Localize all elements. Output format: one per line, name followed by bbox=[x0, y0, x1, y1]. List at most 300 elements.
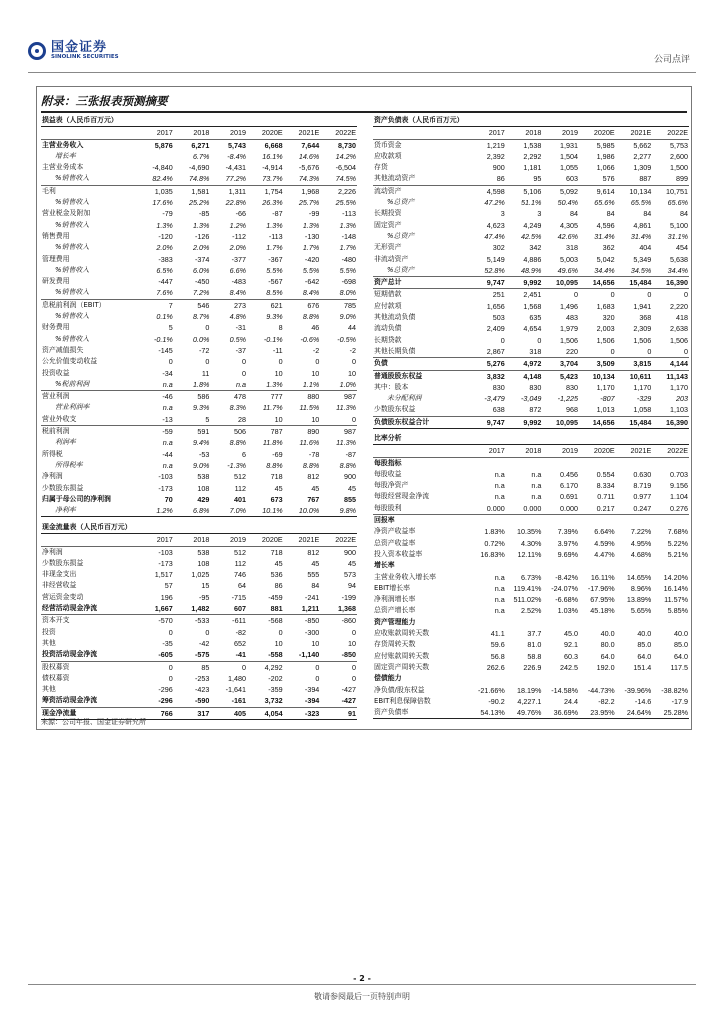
table-cell: -202 bbox=[268, 673, 283, 683]
table-cell: 65.6% bbox=[594, 198, 615, 208]
table-row bbox=[373, 220, 689, 231]
table-row bbox=[41, 276, 357, 287]
year-header: 2019 bbox=[210, 127, 247, 139]
table-cell: 37.7 bbox=[527, 629, 542, 639]
table-cell: 11.57% bbox=[664, 595, 688, 605]
table-cell: 1,025 bbox=[191, 570, 210, 580]
row-label: 归属于母公司的净利润 bbox=[42, 494, 111, 503]
table-cell: 5,100 bbox=[670, 220, 688, 230]
table-row bbox=[373, 242, 689, 253]
row-label: 筹资活动现金净流 bbox=[42, 696, 98, 705]
table-cell: 64 bbox=[238, 581, 247, 591]
table-cell: 9,614 bbox=[579, 185, 616, 197]
table-cell: 4.8% bbox=[229, 312, 247, 322]
table-row bbox=[41, 185, 357, 197]
table-cell: 10,751 bbox=[652, 185, 689, 197]
table-cell bbox=[137, 151, 174, 162]
table-cell: -173 bbox=[158, 483, 173, 493]
table-cell: 0.000 bbox=[486, 503, 505, 513]
table-cell: 91 bbox=[320, 707, 357, 719]
row-label: %销售收入 bbox=[55, 220, 90, 229]
table-cell: n.a bbox=[531, 481, 542, 491]
table-row bbox=[373, 277, 689, 289]
table-cell: 4,249 bbox=[523, 220, 542, 230]
table-row bbox=[41, 173, 357, 185]
year-header-row bbox=[41, 534, 357, 546]
document-type: 公司点评 bbox=[653, 55, 690, 65]
table-cell: 7.39% bbox=[557, 527, 579, 537]
table-cell bbox=[542, 673, 579, 684]
table-cell: 1,506 bbox=[596, 335, 615, 345]
table-row bbox=[41, 231, 357, 242]
table-cell: 56.8 bbox=[490, 651, 505, 661]
table-cell: -161 bbox=[231, 696, 247, 706]
table-row bbox=[41, 254, 357, 265]
table-row bbox=[41, 638, 357, 649]
table-cell: 1.1% bbox=[302, 379, 320, 389]
year-header: 2020E bbox=[247, 534, 284, 546]
table-cell: 718 bbox=[270, 547, 283, 557]
table-cell: 0 bbox=[168, 627, 173, 637]
section-title: 损益表（人民币百万元） bbox=[41, 115, 357, 127]
table-cell: 538 bbox=[197, 472, 210, 482]
table-cell: 47.4% bbox=[484, 231, 505, 241]
table-cell: 3,704 bbox=[542, 358, 579, 370]
year-header: 2022E bbox=[320, 127, 357, 139]
table-row bbox=[373, 503, 689, 515]
row-label: %销售收入 bbox=[55, 265, 90, 274]
row-label: 营业税金及附加 bbox=[42, 209, 91, 218]
row-label: 流动资产 bbox=[373, 185, 469, 197]
table-cell: 1,968 bbox=[284, 185, 321, 197]
table-row bbox=[373, 572, 689, 583]
table-cell: 5,276 bbox=[469, 358, 506, 370]
row-label: %销售收入 bbox=[55, 174, 90, 183]
year-header: 2022E bbox=[652, 127, 689, 139]
table-cell: 1,170 bbox=[633, 382, 652, 392]
section-title: 现金流量表（人民币百万元） bbox=[41, 522, 357, 534]
table-cell bbox=[616, 515, 653, 527]
table-cell: 0.456 bbox=[560, 469, 579, 479]
table-row bbox=[41, 345, 357, 356]
table-cell: 25.5% bbox=[335, 198, 356, 208]
table-cell: -126 bbox=[195, 231, 210, 241]
table-cell: 6.0% bbox=[193, 265, 210, 275]
company-logo bbox=[28, 41, 119, 61]
table-cell: 64.0 bbox=[637, 651, 652, 661]
table-cell: 0.554 bbox=[596, 469, 615, 479]
table-cell: 9.8% bbox=[320, 505, 357, 517]
table-cell: 1,931 bbox=[560, 140, 579, 150]
table-cell bbox=[469, 617, 506, 628]
table-cell: -21.66% bbox=[477, 685, 505, 695]
table-cell: 3 bbox=[500, 209, 505, 219]
table-cell: 11.6% bbox=[299, 438, 320, 448]
table-cell: 4,054 bbox=[247, 707, 284, 719]
table-cell: -329 bbox=[636, 394, 652, 404]
table-cell: 16.14% bbox=[663, 583, 688, 593]
row-label: 应收款项 bbox=[374, 151, 402, 160]
table-cell: -78 bbox=[308, 449, 320, 459]
table-cell: 621 bbox=[247, 299, 284, 311]
table-cell: 603 bbox=[566, 174, 579, 184]
table-cell: 0.5% bbox=[229, 334, 247, 344]
table-cell: 57 bbox=[164, 581, 173, 591]
table-cell: 546 bbox=[174, 299, 211, 311]
year-header-row bbox=[373, 445, 689, 457]
table-cell: 576 bbox=[602, 174, 615, 184]
table-cell: 8,730 bbox=[338, 140, 356, 150]
table-cell: -296 bbox=[158, 696, 173, 706]
table-row bbox=[41, 322, 357, 333]
table-cell: 318 bbox=[529, 346, 542, 356]
table-cell: 9.0% bbox=[193, 460, 210, 470]
table-cell: 86 bbox=[496, 174, 505, 184]
table-cell bbox=[542, 515, 579, 527]
table-row bbox=[41, 546, 357, 558]
table-row bbox=[373, 151, 689, 162]
table-cell: 673 bbox=[270, 494, 283, 504]
table-row bbox=[41, 265, 357, 276]
row-label: 资本开支 bbox=[41, 615, 137, 627]
table-cell: -860 bbox=[320, 615, 357, 627]
table-cell: 0 bbox=[652, 289, 689, 301]
table-row bbox=[373, 628, 689, 639]
table-cell: -44 bbox=[162, 449, 173, 459]
table-cell: 8.7% bbox=[193, 312, 210, 322]
table-cell: 52.8% bbox=[484, 265, 505, 275]
row-label: 利润率 bbox=[55, 438, 76, 447]
table-cell: 8.4% bbox=[229, 288, 247, 298]
table-cell: 1,683 bbox=[596, 301, 615, 311]
table-cell: 9,747 bbox=[469, 277, 506, 289]
table-cell: 555 bbox=[307, 570, 320, 580]
row-label: 总资产收益率 bbox=[374, 538, 416, 547]
row-label: 其他 bbox=[42, 685, 56, 694]
table-cell: -38.82% bbox=[661, 685, 688, 695]
table-cell: 112 bbox=[234, 483, 247, 493]
table-cell: -300 bbox=[304, 627, 320, 637]
table-cell: 5,985 bbox=[596, 140, 615, 150]
table-cell: 220 bbox=[566, 346, 579, 356]
table-cell: 92.1 bbox=[564, 640, 579, 650]
table-cell bbox=[616, 560, 653, 571]
table-cell: -41 bbox=[235, 650, 247, 660]
table-cell: 0.703 bbox=[670, 469, 688, 479]
row-label: 其中：股本 bbox=[374, 382, 409, 391]
row-label: 资产减值损失 bbox=[42, 345, 84, 354]
table-cell: -82 bbox=[235, 627, 247, 637]
table-cell: 1,500 bbox=[670, 163, 688, 173]
table-row bbox=[373, 346, 689, 358]
table-row bbox=[373, 549, 689, 560]
row-label: 净利率 bbox=[41, 505, 137, 517]
table-cell: 2,226 bbox=[320, 185, 357, 197]
table-cell: 10 bbox=[274, 638, 283, 648]
table-cell: 10,095 bbox=[542, 277, 579, 289]
table-cell: 2.0% bbox=[229, 243, 247, 253]
table-cell: 70 bbox=[164, 494, 173, 504]
table-cell: 5,106 bbox=[506, 185, 543, 197]
table-cell: 855 bbox=[344, 494, 356, 504]
table-cell bbox=[616, 673, 653, 684]
table-cell: 362 bbox=[602, 243, 615, 253]
table-cell: 14.20% bbox=[663, 572, 688, 582]
table-cell: -113 bbox=[268, 231, 283, 241]
row-label: 每股指标 bbox=[373, 457, 469, 469]
table-cell: -253 bbox=[195, 673, 210, 683]
row-label: 公允价值变动收益 bbox=[42, 357, 98, 366]
table-cell: 0 bbox=[610, 346, 615, 356]
row-label: 非流动资产 bbox=[374, 254, 409, 263]
row-label: 无形资产 bbox=[374, 243, 402, 252]
table-cell: 2,600 bbox=[670, 151, 688, 161]
row-label: %销售收入 bbox=[55, 312, 90, 321]
table-row bbox=[373, 382, 689, 393]
table-cell: 10 bbox=[311, 414, 320, 424]
table-cell: 11.8% bbox=[262, 438, 283, 448]
table-cell: 1,368 bbox=[338, 604, 356, 614]
table-cell: n.a bbox=[162, 379, 173, 389]
table-cell: -1,641 bbox=[225, 685, 247, 695]
table-cell: 15 bbox=[201, 581, 210, 591]
table-row bbox=[373, 707, 689, 719]
table-cell: -3,479 bbox=[484, 394, 505, 404]
row-label: 固定资产周转天数 bbox=[374, 662, 430, 671]
table-cell: 5.85% bbox=[667, 606, 688, 616]
table-cell: 1,496 bbox=[560, 301, 579, 311]
row-label: 现金净流量 bbox=[41, 707, 137, 719]
table-cell: 4,144 bbox=[652, 358, 689, 370]
row-label: 每股股利 bbox=[374, 503, 402, 512]
table-cell: 6.7% bbox=[193, 151, 210, 161]
table-cell: 1,941 bbox=[633, 301, 652, 311]
row-label: 债权募资 bbox=[42, 673, 70, 682]
row-label: 其他流动资产 bbox=[374, 174, 416, 183]
table-cell: 0 bbox=[205, 323, 210, 333]
appendix-title: 附录：三张报表预测摘要 bbox=[41, 94, 168, 108]
table-cell: 40.0 bbox=[637, 629, 652, 639]
table-cell: 74.8% bbox=[189, 174, 210, 184]
table-cell: 13.89% bbox=[626, 595, 652, 605]
table-cell: -1,225 bbox=[557, 394, 579, 404]
table-row bbox=[41, 139, 357, 151]
table-cell: 1,667 bbox=[154, 604, 173, 614]
table-cell: -850 bbox=[284, 615, 321, 627]
row-label: 投资 bbox=[42, 627, 56, 636]
table-cell bbox=[506, 673, 543, 684]
table-cell: 8.0% bbox=[339, 288, 356, 298]
table-cell: 638 bbox=[492, 405, 505, 415]
table-cell: 5.22% bbox=[667, 538, 688, 548]
table-cell: 84 bbox=[311, 581, 320, 591]
table-cell: -605 bbox=[158, 650, 173, 660]
table-cell: -44.73% bbox=[587, 685, 615, 695]
table-cell: 10,134 bbox=[616, 185, 653, 197]
table-cell: n.a bbox=[162, 403, 173, 413]
table-cell: 10.35% bbox=[517, 527, 542, 537]
table-cell: -79 bbox=[162, 209, 173, 219]
table-cell: 1,517 bbox=[154, 570, 173, 580]
table-row bbox=[41, 615, 357, 627]
row-label: %总资产 bbox=[387, 231, 415, 240]
section-title: 资产负债表（人民币百万元） bbox=[373, 115, 689, 127]
table-cell: 9.4% bbox=[193, 438, 210, 448]
table-cell: 1,181 bbox=[523, 163, 542, 173]
year-header: 2018 bbox=[506, 445, 543, 457]
table-cell: 9.3% bbox=[266, 312, 283, 322]
table-cell: 10,095 bbox=[542, 416, 579, 428]
table-row bbox=[373, 416, 689, 428]
table-cell: 54.13% bbox=[469, 707, 506, 719]
table-cell: 0 bbox=[684, 346, 688, 356]
table-cell: -95 bbox=[199, 592, 210, 602]
table-row bbox=[41, 379, 357, 391]
table-cell: 0.1% bbox=[156, 312, 173, 322]
row-label: 净利润 bbox=[42, 472, 63, 481]
table-cell: -394 bbox=[304, 696, 320, 706]
table-cell: 3 bbox=[537, 209, 542, 219]
table-cell: 511.02% bbox=[513, 595, 542, 605]
table-cell: -377 bbox=[231, 254, 247, 264]
table-cell: 987 bbox=[320, 391, 357, 403]
table-cell: 1,013 bbox=[596, 405, 615, 415]
table-cell: 36.69% bbox=[542, 707, 579, 719]
table-cell: 1.2% bbox=[229, 220, 247, 230]
table-cell: 676 bbox=[284, 299, 321, 311]
table-cell: 812 bbox=[307, 547, 320, 557]
row-label: 主营业务成本 bbox=[42, 163, 84, 172]
table-cell: 1.7% bbox=[339, 243, 356, 253]
table-cell: 8.334 bbox=[596, 481, 615, 491]
table-cell: 45 bbox=[274, 483, 283, 493]
table-cell: 8.8% bbox=[266, 460, 283, 470]
row-label: %销售收入 bbox=[55, 243, 90, 252]
table-cell: 8.8% bbox=[302, 460, 320, 470]
table-cell: -394 bbox=[304, 685, 320, 695]
table-cell: 59.6 bbox=[490, 640, 505, 650]
year-header: 2019 bbox=[210, 534, 247, 546]
table-cell: -6,504 bbox=[335, 163, 356, 173]
table-cell: -296 bbox=[158, 685, 173, 695]
table-cell: 3,832 bbox=[469, 370, 506, 382]
row-label: 净利润增长率 bbox=[374, 595, 416, 604]
table-cell: 18.19% bbox=[517, 685, 542, 695]
table-cell bbox=[542, 457, 579, 469]
row-label: 经营活动现金净流 bbox=[42, 604, 98, 613]
table-cell: -145 bbox=[158, 345, 173, 355]
table-cell bbox=[579, 673, 616, 684]
table-row bbox=[41, 426, 357, 438]
year-header: 2021E bbox=[284, 534, 321, 546]
table-cell: 1.3% bbox=[156, 220, 173, 230]
table-row bbox=[41, 151, 357, 162]
table-cell: 0.72% bbox=[484, 538, 505, 548]
table-cell: -383 bbox=[158, 254, 173, 264]
table-cell: 0.630 bbox=[633, 469, 652, 479]
table-cell: -575 bbox=[195, 650, 210, 660]
table-row bbox=[373, 289, 689, 301]
table-cell: 342 bbox=[529, 243, 542, 253]
table-cell: 4,596 bbox=[596, 220, 615, 230]
table-cell: 17.6% bbox=[152, 198, 173, 208]
table-cell bbox=[652, 457, 689, 469]
row-label: 应付款项 bbox=[374, 301, 402, 310]
table-cell: 73.7% bbox=[262, 174, 283, 184]
table-cell: 1,482 bbox=[191, 604, 210, 614]
table-cell bbox=[579, 560, 616, 571]
table-cell: 15,484 bbox=[616, 277, 653, 289]
table-cell: 25.28% bbox=[652, 707, 689, 719]
table-cell: 6.6% bbox=[229, 265, 247, 275]
table-row bbox=[373, 231, 689, 242]
table-cell: 7.0% bbox=[210, 505, 247, 517]
table-row bbox=[41, 649, 357, 661]
row-label: %销售收入 bbox=[55, 334, 90, 343]
table-cell: 1,103 bbox=[670, 405, 688, 415]
table-cell: 881 bbox=[270, 604, 283, 614]
table-cell: -427 bbox=[341, 696, 356, 706]
table-cell: 28 bbox=[238, 414, 247, 424]
table-cell: 1.7% bbox=[302, 243, 320, 253]
table-cell: n.a bbox=[236, 379, 247, 389]
table-row bbox=[373, 673, 689, 684]
table-cell: 0.691 bbox=[560, 492, 579, 502]
year-header: 2018 bbox=[174, 127, 211, 139]
table-cell bbox=[506, 457, 543, 469]
table-cell: n.a bbox=[494, 572, 505, 582]
row-label: 股权募资 bbox=[41, 661, 137, 673]
table-cell: 405 bbox=[210, 707, 247, 719]
table-cell: 4.68% bbox=[630, 549, 652, 559]
year-header: 2018 bbox=[174, 534, 211, 546]
table-cell: -1.3% bbox=[227, 460, 247, 470]
table-cell: 767 bbox=[307, 494, 320, 504]
table-cell: 65.5% bbox=[630, 198, 652, 208]
table-cell: 8.3% bbox=[229, 403, 247, 413]
table-row bbox=[373, 162, 689, 173]
table-cell: n.a bbox=[531, 492, 542, 502]
table-cell: 3,509 bbox=[579, 358, 616, 370]
table-cell: 45 bbox=[311, 483, 320, 493]
row-label: 销售费用 bbox=[42, 231, 70, 240]
row-label: 主营业务收入 bbox=[42, 140, 84, 149]
row-label: 固定资产 bbox=[374, 220, 402, 229]
row-label: 营业利润率 bbox=[55, 403, 90, 412]
table-row bbox=[373, 358, 689, 370]
row-label: 应收账款周转天数 bbox=[374, 629, 430, 638]
table-cell: -11 bbox=[272, 345, 283, 355]
table-cell: 512 bbox=[234, 547, 247, 557]
table-cell: 14.2% bbox=[335, 151, 356, 161]
table-cell: 10.1% bbox=[247, 505, 284, 517]
table-cell: 8.719 bbox=[633, 481, 652, 491]
table-cell: 14,656 bbox=[579, 277, 616, 289]
table-cell: 368 bbox=[639, 313, 652, 323]
table-cell: 25.2% bbox=[189, 198, 210, 208]
table-cell: 45 bbox=[348, 558, 356, 568]
table-cell: 1,979 bbox=[560, 324, 579, 334]
table-cell: 84 bbox=[570, 209, 579, 219]
table-cell: 766 bbox=[137, 707, 174, 719]
table-cell: 0 bbox=[210, 661, 247, 673]
table-cell: 1,311 bbox=[210, 185, 247, 197]
table-cell: -715 bbox=[231, 592, 247, 602]
table-cell: 16.1% bbox=[262, 151, 283, 161]
table-row bbox=[41, 208, 357, 219]
table-cell: 5,743 bbox=[228, 140, 247, 150]
row-label: 流动负债 bbox=[374, 324, 402, 333]
